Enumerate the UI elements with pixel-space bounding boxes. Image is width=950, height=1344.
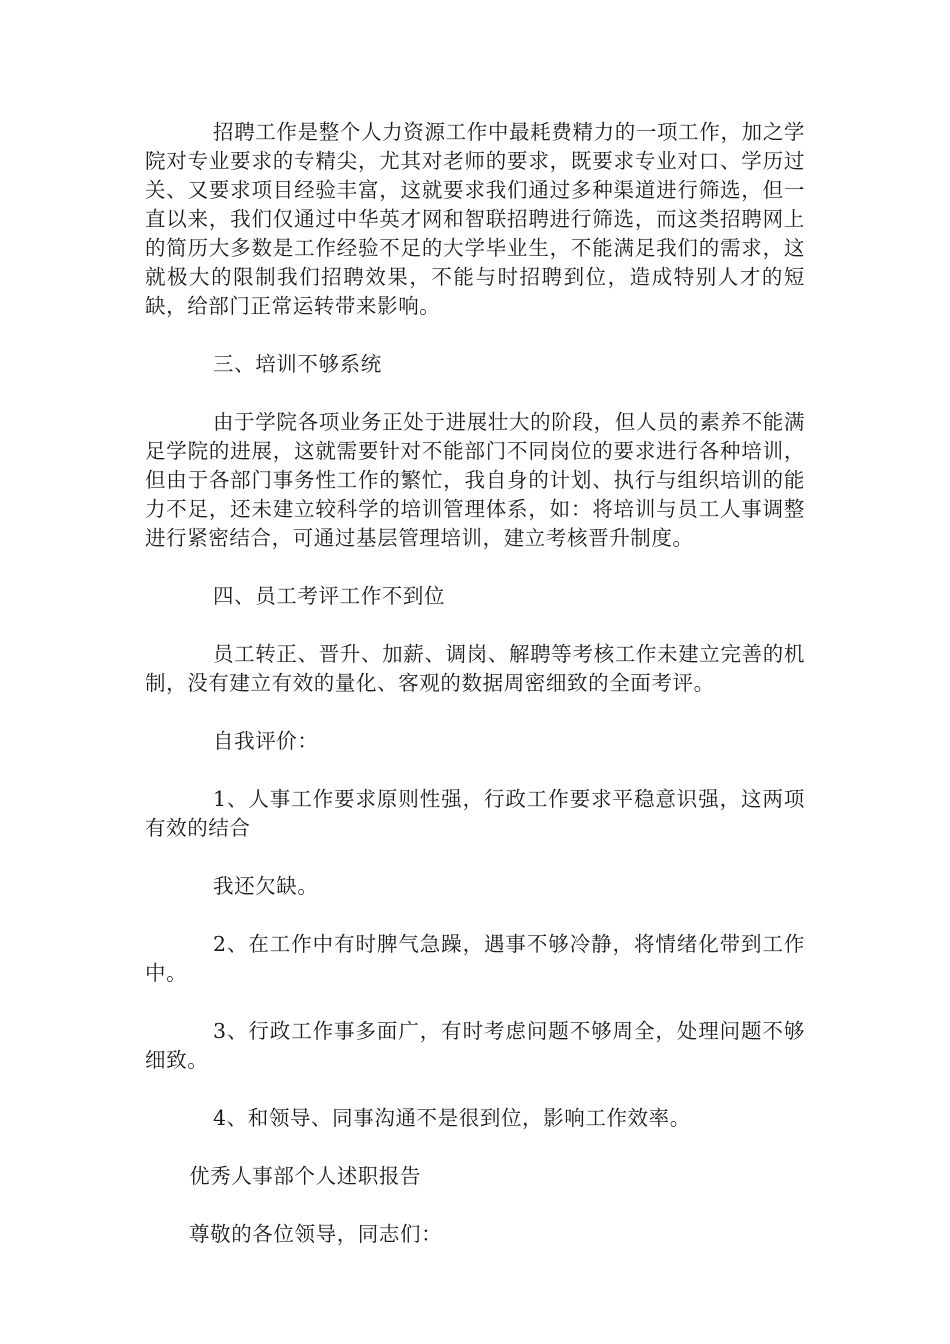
list-item-1-continued: 我还欠缺。 — [213, 874, 319, 898]
heading-evaluation: 四、员工考评工作不到位 — [213, 584, 446, 608]
paragraph-training: 由于学院各项业务正处于进展壮大的阶段，但人员的素养不能满足学院的进展，这就需要针对不能部门不同岗位的要求进行各种培训，但由于各部门事务性工作的繁忙，我自身的计划、执行与组织培训的能力不足，还未建立较科学的培训管理体系，如：将培训与员工人事调整进行紧密结合，可通过基层管理培训，建立考核晋升制度。 — [145, 410, 805, 550]
report-title: 优秀人事部个人述职报告 — [189, 1164, 422, 1188]
document-body — [145, 118, 805, 1249]
heading-self-evaluation: 自我评价： — [213, 729, 319, 753]
paragraph-evaluation: 员工转正、晋升、加薪、调岗、解聘等考核工作未建立完善的机制，没有建立有效的量化、客观的数据周密细致的全面考评。 — [145, 642, 805, 695]
heading-training: 三、培训不够系统 — [213, 352, 382, 376]
list-item-2: 2、在工作中有时脾气急躁，遇事不够冷静，将情绪化带到工作中。 — [145, 932, 805, 985]
list-item-3: 3、行政工作事多面广，有时考虑问题不够周全，处理问题不够细致。 — [145, 1019, 805, 1072]
salutation: 尊敬的各位领导，同志们： — [189, 1222, 443, 1246]
list-item-4: 4、和领导、同事沟通不是很到位，影响工作效率。 — [213, 1106, 691, 1130]
list-item-1: 1、人事工作要求原则性强，行政工作要求平稳意识强，这两项有效的结合 — [145, 787, 805, 840]
paragraph-recruitment: 招聘工作是整个人力资源工作中最耗费精力的一项工作，加之学院对专业要求的专精尖，尤其对老师的要求，既要求专业对口、学历过关、又要求项目经验丰富，这就要求我们通过多种渠道进行筛选，但一直以来，我们仅通过中华英才网和智联招聘进行筛选，而这类招聘网上的简历大多数是工作经验不足的大学毕业生，不能满足我们的需求，这就极大的限制我们招聘效果，不能与时招聘到位，造成特别人才的短缺，给部门正常运转带来影响。 — [145, 120, 805, 318]
